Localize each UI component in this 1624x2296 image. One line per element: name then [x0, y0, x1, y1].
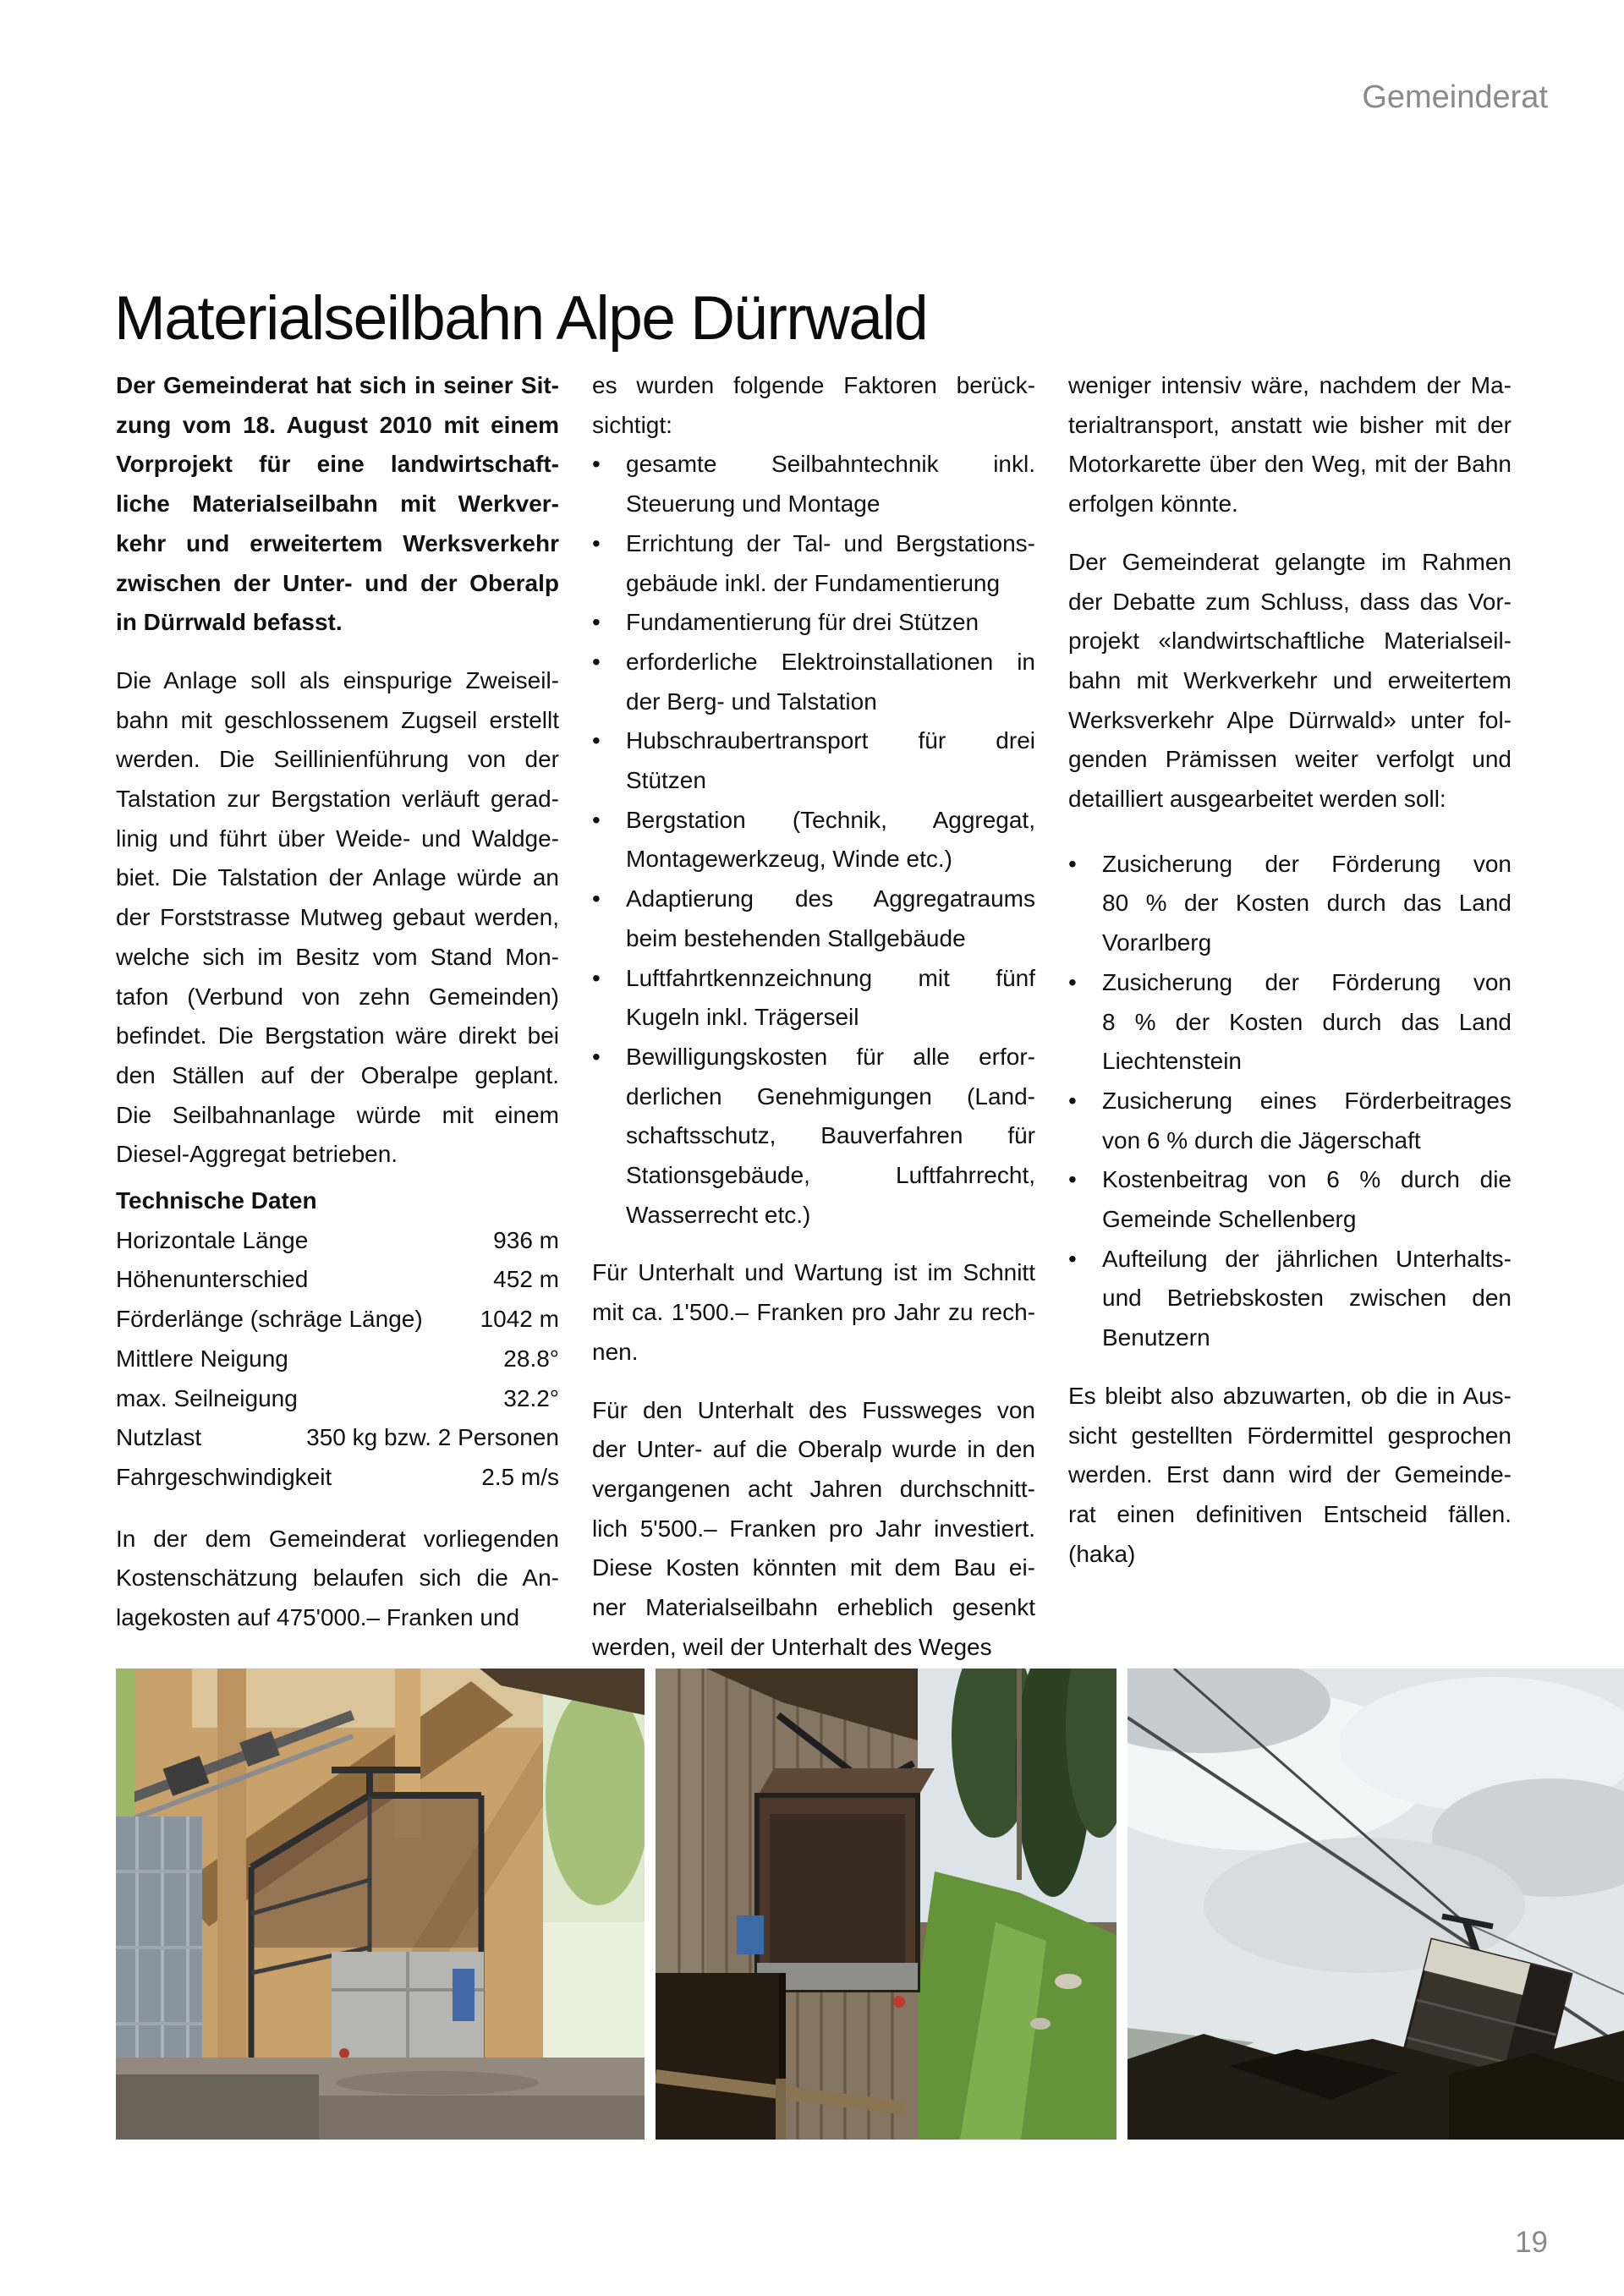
text-line: Errichtung der Tal- und Bergstations- — [626, 529, 1035, 556]
bullet-list — [1068, 845, 1512, 1358]
text-line: Bewilligungskosten für alle erfor- — [626, 1043, 1035, 1070]
table-label: Horizontale Länge — [116, 1226, 309, 1253]
article-column-1 — [116, 366, 559, 1638]
text-line: beim bestehenden Stallgebäude — [626, 924, 966, 951]
list-item-text — [626, 721, 1035, 800]
text-line: lagekosten auf 475'000.– Franken und — [116, 1604, 520, 1631]
table-value: 936 m — [493, 1226, 559, 1253]
list-item-text — [1102, 1240, 1512, 1358]
bullet-icon: • — [1068, 850, 1077, 877]
text-line: werden. Erst dann wird der Gemeinde- — [1068, 1461, 1512, 1488]
text-line: Bergstation (Technik, Aggregat, — [626, 806, 1035, 833]
bullet-list — [592, 445, 1035, 1235]
bullet-icon: • — [592, 648, 601, 675]
text-line: sichtigt: — [592, 411, 672, 438]
text-line: (haka) — [1068, 1540, 1136, 1567]
text-line: kehr und erweitertem Werksverkehr — [116, 529, 559, 556]
table-row — [116, 1418, 559, 1458]
lead-paragraph — [116, 366, 559, 643]
table-row — [116, 1379, 559, 1419]
bullet-icon: • — [1068, 1245, 1077, 1272]
text-line: Talstation zur Bergstation verläuft gerad- — [116, 786, 559, 813]
list-item-text — [1102, 963, 1512, 1082]
photo-cabin-on-cable — [1127, 1669, 1624, 2140]
text-line: Gemeinde Schellenberg — [1102, 1206, 1357, 1233]
text-line: Steuerung und Montage — [626, 490, 881, 518]
paragraph — [116, 661, 559, 1175]
text-line: es wurden folgende Faktoren berück- — [592, 372, 1035, 398]
table-row — [116, 1340, 559, 1379]
list-item-text — [626, 801, 1035, 879]
text-line: Kostenbeitrag von 6 % durch die — [1102, 1166, 1512, 1193]
text-line: von 6 % durch die Jägerschaft — [1102, 1126, 1421, 1153]
paragraph — [1068, 1377, 1512, 1575]
list-item — [592, 879, 1035, 958]
text-line: schaftsschutz, Bauverfahren für — [626, 1122, 1035, 1149]
text-line: 8 % der Kosten durch das Land — [1102, 1008, 1512, 1035]
text-line: der Unter- auf die Oberalp wurde in den — [592, 1436, 1035, 1463]
list-item-text — [1102, 1160, 1512, 1239]
table-label: Fahrgeschwindigkeit — [116, 1463, 332, 1490]
text-line: tafon (Verbund von zehn Gemeinden) — [116, 983, 559, 1010]
bullet-icon: • — [1068, 968, 1077, 995]
list-item-text — [1102, 845, 1512, 963]
list-item — [592, 445, 1035, 523]
text-line: sicht gestellten Fördermittel gesprochen — [1068, 1422, 1512, 1449]
bullet-icon: • — [592, 609, 601, 636]
paragraph — [592, 1253, 1035, 1372]
list-item — [592, 721, 1035, 800]
text-line: gesamte Seilbahntechnik inkl. — [626, 451, 1035, 478]
text-line: Der Gemeinderat hat sich in seiner Sit- — [116, 372, 559, 398]
table-label: Förderlänge (schräge Länge) — [116, 1306, 423, 1333]
bullet-icon: • — [592, 451, 601, 478]
text-line: gebäude inkl. der Fundamentierung — [626, 569, 1001, 596]
text-line: weniger intensiv wäre, nachdem der Ma- — [1068, 372, 1512, 398]
text-line: liche Materialseilbahn mit Werkver- — [116, 490, 559, 518]
bullet-icon: • — [592, 806, 601, 833]
text-line: Werksverkehr Alpe Dürrwald» unter fol- — [1068, 706, 1512, 733]
list-item — [1068, 1082, 1512, 1160]
photo-valley-station — [116, 1669, 645, 2140]
bullet-icon: • — [592, 529, 601, 556]
subheading: Technische Daten — [116, 1187, 317, 1214]
list-item — [1068, 963, 1512, 1082]
article-column-3 — [1068, 366, 1512, 1574]
page-title: Materialseilbahn Alpe Dürrwald — [114, 283, 928, 353]
list-item-text — [626, 879, 1035, 958]
text-line: Motorkarette über den Weg, mit der Bahn — [1068, 451, 1512, 478]
text-line: Diese Kosten könnten mit dem Bau ei- — [592, 1554, 1035, 1581]
bullet-icon: • — [1068, 1166, 1077, 1193]
text-line: terialtransport, anstatt wie bisher mit der — [1068, 411, 1512, 438]
text-line: bahn mit geschlossenem Zugseil erstellt — [116, 706, 559, 733]
text-line: vergangenen acht Jahren durchschnitt- — [592, 1475, 1035, 1502]
list-item-text — [626, 643, 1035, 721]
table-label: max. Seilneigung — [116, 1384, 298, 1411]
list-item-text — [626, 603, 1035, 643]
text-line: Der Gemeinderat gelangte im Rahmen — [1068, 548, 1512, 575]
table-label: Höhenunterschied — [116, 1266, 309, 1293]
text-line: Zusicherung der Förderung von — [1102, 850, 1512, 877]
text-line: den Ställen auf der Oberalpe geplant. — [116, 1061, 559, 1088]
table-value: 32.2° — [503, 1384, 559, 1411]
list-item-text — [626, 524, 1035, 603]
photo-mountain-station — [656, 1669, 1116, 2140]
text-line: Kostenschätzung belaufen sich die An- — [116, 1564, 559, 1592]
text-line: detailliert ausgearbeitet werden soll: — [1068, 786, 1446, 813]
table-label: Nutzlast — [116, 1424, 202, 1451]
table-row — [116, 1458, 559, 1498]
text-line: der Debatte zum Schluss, dass das Vor- — [1068, 588, 1512, 615]
table-row — [116, 1260, 559, 1300]
table-value: 2.5 m/s — [481, 1463, 559, 1490]
text-line: Adaptierung des Aggregatraums — [626, 885, 1035, 912]
table-value: 452 m — [493, 1266, 559, 1293]
text-line: Für den Unterhalt des Fussweges von — [592, 1396, 1035, 1423]
text-line: Aufteilung der jährlichen Unterhalts- — [1102, 1245, 1512, 1272]
text-line: Kugeln inkl. Trägerseil — [626, 1004, 859, 1031]
list-item — [592, 643, 1035, 721]
photo-valley-station-image — [116, 1669, 645, 2140]
page-number: 19 — [1515, 2226, 1548, 2259]
paragraph — [116, 1520, 559, 1638]
text-line: und Betriebskosten zwischen den — [1102, 1285, 1512, 1312]
list-item — [592, 801, 1035, 879]
list-item-text — [626, 1038, 1035, 1236]
section-header: Gemeinderat — [1362, 79, 1548, 115]
text-line: Für Unterhalt und Wartung ist im Schnitt — [592, 1259, 1035, 1286]
photo-cabin-on-cable-image — [1127, 1669, 1624, 2140]
list-item-text — [626, 959, 1035, 1038]
text-line: zwischen der Unter- und der Oberalp — [116, 569, 559, 596]
list-item — [1068, 1160, 1512, 1239]
text-line: biet. Die Talstation der Anlage würde an — [116, 864, 559, 891]
table-value: 350 kg bzw. 2 Personen — [306, 1424, 559, 1451]
paragraph — [1068, 543, 1512, 819]
text-line: In der dem Gemeinderat vorliegenden — [116, 1525, 559, 1552]
bullet-icon: • — [592, 885, 601, 912]
text-line: Die Anlage soll als einspurige Zweiseil- — [116, 666, 559, 693]
text-line: lich 5'500.– Franken pro Jahr investiert. — [592, 1515, 1035, 1542]
text-line: befindet. Die Bergstation wäre direkt bei — [116, 1022, 559, 1049]
table-value: 1042 m — [480, 1306, 559, 1333]
text-line: 80 % der Kosten durch das Land — [1102, 890, 1512, 917]
text-line: Montagewerkzeug, Winde etc.) — [626, 846, 952, 873]
paragraph — [592, 366, 1035, 445]
text-line: derlichen Genehmigungen (Land- — [626, 1082, 1035, 1110]
paragraph — [592, 1391, 1035, 1668]
text-line: Es bleibt also abzuwarten, ob die in Aus- — [1068, 1382, 1512, 1409]
list-item-text — [626, 445, 1035, 523]
text-line: Diesel-Aggregat betrieben. — [116, 1141, 398, 1168]
text-line: mit ca. 1'500.– Franken pro Jahr zu rech- — [592, 1299, 1035, 1326]
text-line: genden Prämissen weiter verfolgt und — [1068, 746, 1512, 773]
text-line: Liechtenstein — [1102, 1048, 1243, 1075]
text-line: welche sich im Besitz vom Stand Mon- — [116, 943, 559, 970]
text-line: Vorprojekt für eine landwirtschaft- — [116, 451, 559, 478]
list-item — [592, 524, 1035, 603]
text-line: werden, weil der Unterhalt des Weges — [592, 1633, 992, 1660]
list-item — [592, 603, 1035, 643]
text-line: Fundamentierung für drei Stützen — [626, 609, 979, 636]
text-line: werden. Die Seillinienführung von der — [116, 746, 559, 773]
text-line: Vorarlberg — [1102, 929, 1212, 956]
text-line: ner Materialseilbahn erheblich gesenkt — [592, 1594, 1035, 1621]
text-line: Stützen — [626, 767, 706, 794]
text-line: Stationsgebäude, Luftfahrrecht, — [626, 1162, 1035, 1189]
text-line: Wasserrecht etc.) — [626, 1201, 811, 1228]
table-value: 28.8° — [503, 1345, 559, 1372]
text-line: linig und führt über Weide- und Waldge- — [116, 825, 559, 852]
bullet-icon: • — [592, 964, 601, 991]
text-line: Zusicherung eines Förderbeitrages — [1102, 1087, 1512, 1114]
text-line: Luftfahrtkennzeichnung mit fünf — [626, 964, 1035, 991]
text-line: Benutzern — [1102, 1324, 1210, 1351]
photo-mountain-station-image — [656, 1669, 1116, 2140]
bullet-icon: • — [592, 727, 601, 754]
table-label: Mittlere Neigung — [116, 1345, 288, 1372]
bullet-icon: • — [1068, 1087, 1077, 1114]
list-item — [1068, 845, 1512, 963]
text-line: der Forststrasse Mutweg gebaut werden, — [116, 904, 559, 931]
text-line: Hubschraubertransport für drei — [626, 727, 1035, 754]
text-line: Zusicherung der Förderung von — [1102, 968, 1512, 995]
table-row — [116, 1300, 559, 1340]
technical-data-table — [116, 1221, 559, 1498]
text-line: projekt «landwirtschaftliche Materialseil- — [1068, 627, 1512, 655]
text-line: der Berg- und Talstation — [626, 688, 877, 715]
list-item — [592, 1038, 1035, 1236]
text-line: zung vom 18. August 2010 mit einem — [116, 411, 559, 438]
paragraph — [1068, 366, 1512, 524]
bullet-icon: • — [592, 1043, 601, 1070]
text-line: nen. — [592, 1338, 639, 1365]
text-line: rat einen definitiven Entscheid fällen. — [1068, 1500, 1512, 1527]
table-row — [116, 1221, 559, 1261]
list-item — [592, 959, 1035, 1038]
text-line: erforderliche Elektroinstallationen in — [626, 648, 1035, 675]
text-line: erfolgen könnte. — [1068, 490, 1238, 518]
text-line: bahn mit Werkverkehr und erweitertem — [1068, 666, 1512, 693]
list-item — [1068, 1240, 1512, 1358]
photo-strip — [116, 1669, 1624, 2140]
list-item-text — [1102, 1082, 1512, 1160]
text-line: in Dürrwald befasst. — [116, 609, 343, 636]
text-line: Die Seilbahnanlage würde mit einem — [116, 1101, 559, 1128]
article-column-2 — [592, 366, 1035, 1668]
